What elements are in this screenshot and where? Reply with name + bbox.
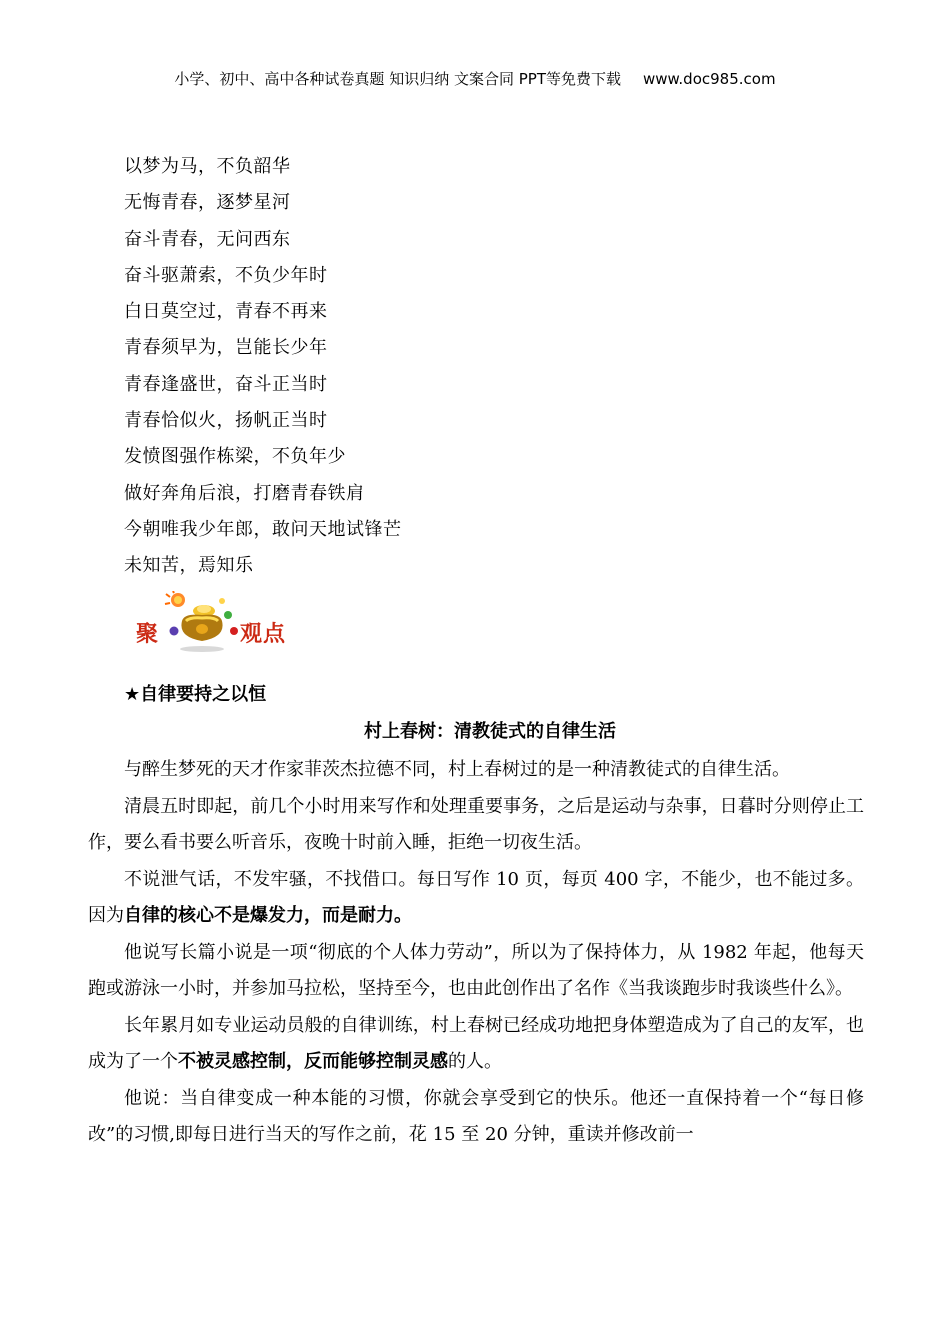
slogan-line: 奋斗青春，无问西东 bbox=[124, 228, 291, 250]
bold-emphasis: 不被灵感控制，反而能够控制灵感 bbox=[178, 1051, 448, 1072]
banner-left-text: 聚 bbox=[136, 622, 159, 647]
paragraph bbox=[88, 862, 864, 935]
slogan-line: 青春须早为，岂能长少年 bbox=[124, 337, 328, 359]
slogan-list bbox=[124, 152, 402, 588]
paragraph-text: 不说泄气话，不发牢骚，不找借口。每日写作 10 页，每页 400 字，不能少，也不能过多。因为 bbox=[88, 868, 864, 926]
section-banner bbox=[136, 591, 296, 655]
paragraph: 他说：当自律变成一种本能的习惯，你就会享受到它的快乐。他还一直保持着一个“每日修改”的习惯,即每日进行当天的写作之前，花 15 至 20 分钟，重读并修改前一 bbox=[88, 1087, 864, 1145]
treasure-pot-icon bbox=[164, 591, 240, 653]
article-title: 村上春树：清教徒式的自律生活 bbox=[364, 721, 616, 742]
paragraph bbox=[88, 1008, 864, 1081]
slogan-line: 今朝唯我少年郎，敢问天地试锋芒 bbox=[124, 518, 402, 540]
article-body bbox=[88, 752, 864, 1154]
paragraph-text: 长年累月如专业运动员般的自律训练，村上春树已经成功地把身体塑造成为了自己的友军，也成为了一个 bbox=[88, 1014, 864, 1072]
paragraph: 清晨五时即起，前几个小时用来写作和处理重要事务，之后是运动与杂事，日暮时分则停止工作，要么看书要么听音乐，夜晚十时前入睡，拒绝一切夜生活。 bbox=[88, 795, 864, 853]
slogan-line: 未知苦，焉知乐 bbox=[124, 555, 254, 577]
bold-emphasis: 自律的核心不是爆发力，而是耐力。 bbox=[124, 905, 412, 926]
header-text: 小学、初中、高中各种试卷真题 知识归纳 文案合同 PPT等免费下载 bbox=[174, 70, 621, 88]
section-star-title: ★自律要持之以恒 bbox=[124, 684, 267, 705]
slogan-line: 无悔青春，逐梦星河 bbox=[124, 192, 291, 214]
slogan-line: 做好奔角后浪，打磨青春铁肩 bbox=[124, 482, 365, 504]
slogan-line: 以梦为马，不负韶华 bbox=[124, 156, 291, 177]
header-site: www.doc985.com bbox=[642, 70, 776, 88]
page-header bbox=[0, 68, 950, 89]
paragraph-text: 的人。 bbox=[448, 1051, 502, 1072]
slogan-line: 青春逢盛世，奋斗正当时 bbox=[124, 373, 328, 395]
slogan-line: 白日莫空过，青春不再来 bbox=[124, 301, 328, 323]
slogan-line: 发愤图强作栋梁，不负年少 bbox=[124, 446, 346, 468]
slogan-line: 青春恰似火，扬帆正当时 bbox=[124, 410, 328, 432]
slogan-line: 奋斗驱萧索，不负少年时 bbox=[124, 264, 328, 286]
banner-right-text: 观点 bbox=[240, 622, 287, 647]
paragraph: 他说写长篇小说是一项“彻底的个人体力劳动”，所以为了保持体力，从 1982 年起，他每天跑或游泳一小时，并参加马拉松，坚持至今，也由此创作出了名作《当我谈跑步时我谈些什么》。 bbox=[88, 941, 864, 999]
paragraph: 与醉生梦死的天才作家菲茨杰拉德不同，村上春树过的是一种清教徒式的自律生活。 bbox=[124, 759, 790, 780]
